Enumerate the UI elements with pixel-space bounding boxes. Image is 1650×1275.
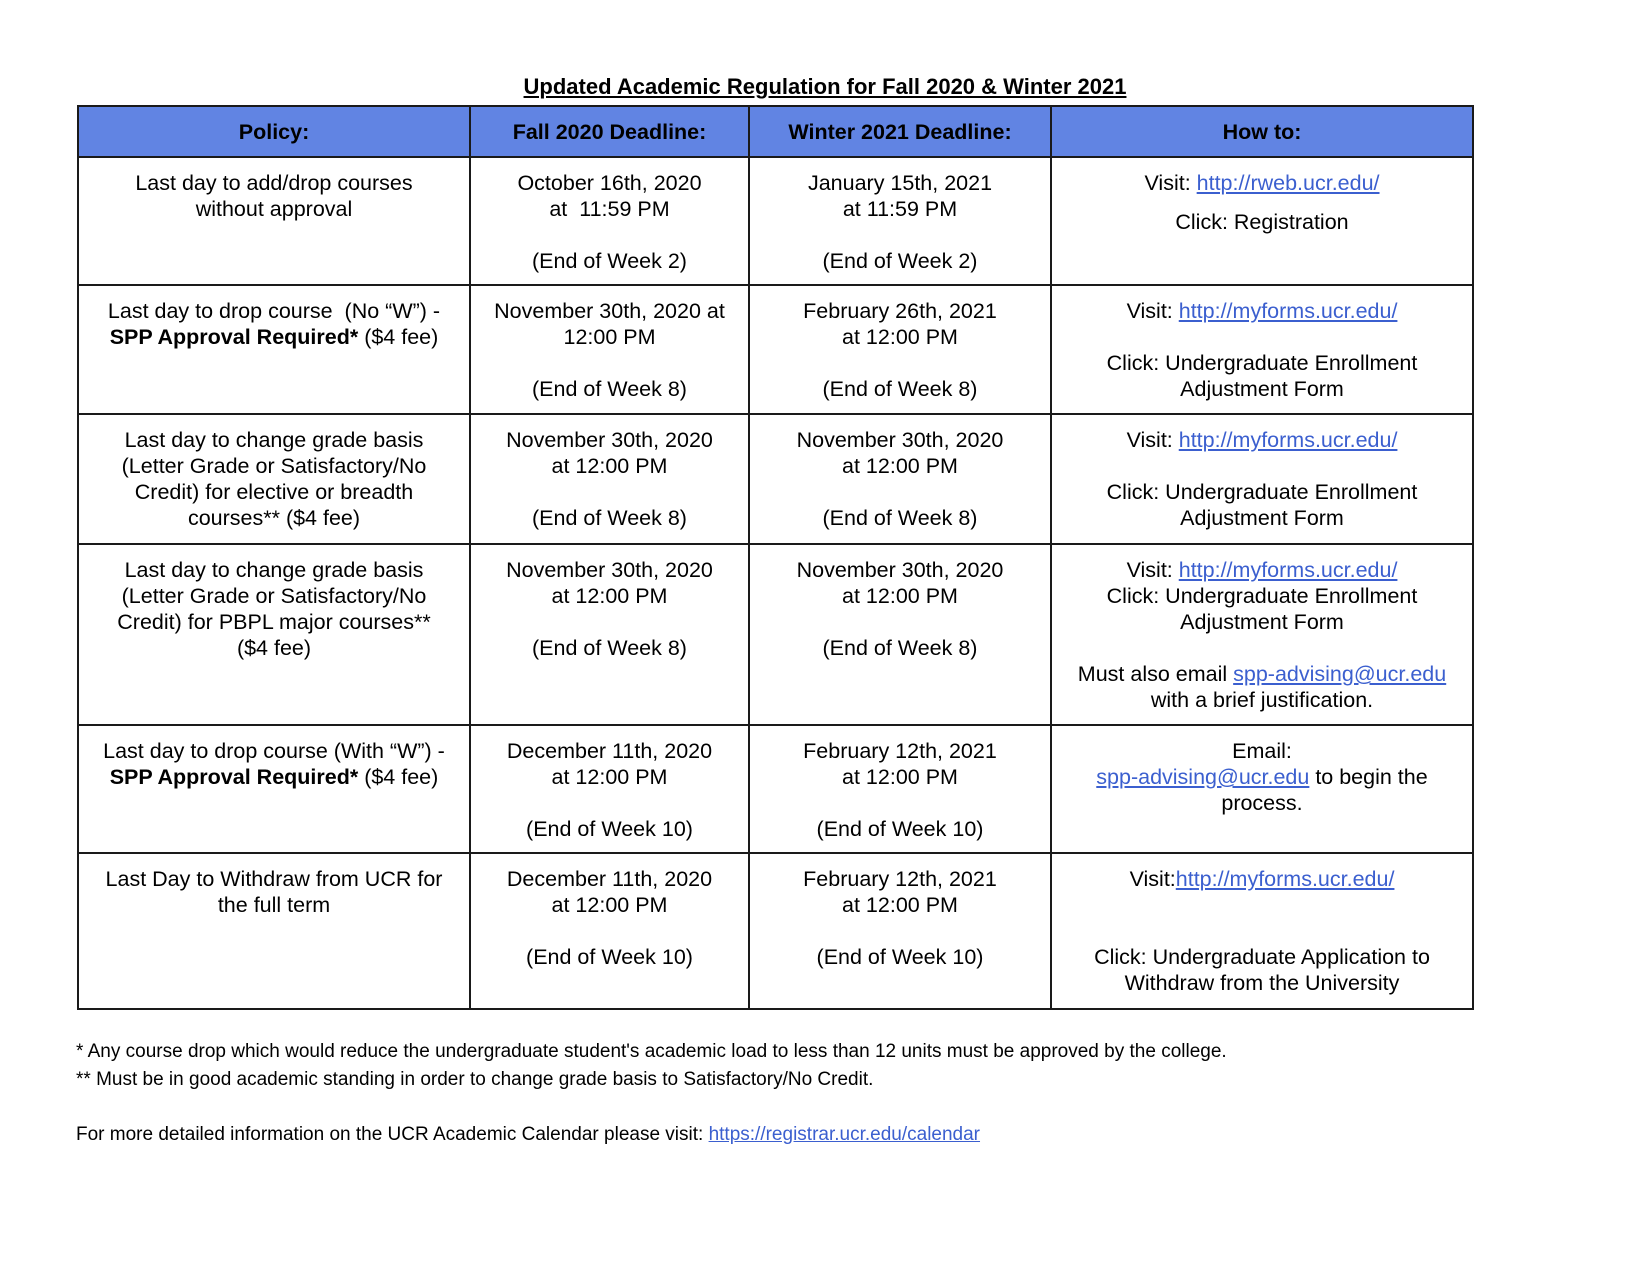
deadline-date: February 12th, 2021: [803, 867, 997, 891]
policy-cell: [78, 414, 470, 544]
deadline-week: (End of Week 10): [816, 945, 984, 969]
deadline-week: (End of Week 2): [822, 249, 978, 273]
fee-text: ($4 fee): [358, 765, 439, 789]
winter-deadline-cell: [749, 157, 1051, 285]
fee-text: ($4 fee): [358, 325, 439, 349]
deadline-time: at 12:00 PM: [842, 325, 958, 349]
table-row: [78, 285, 1473, 414]
click-instruction: Click: Undergraduate Enrollment: [1106, 480, 1418, 504]
winter-deadline-cell: [749, 544, 1051, 725]
myforms-link[interactable]: http://myforms.ucr.edu/: [1175, 867, 1395, 891]
winter-deadline-cell: [749, 285, 1051, 414]
policy-text: without approval: [195, 197, 353, 221]
email-instruction: Must also email: [1077, 662, 1234, 686]
deadline-time: at 12:00 PM: [551, 893, 668, 917]
regulation-table: [77, 105, 1474, 1010]
email-label: Email:: [1232, 739, 1292, 763]
policy-text: the full term: [217, 893, 331, 917]
click-instruction: Click: Undergraduate Enrollment: [1106, 584, 1418, 608]
policy-cell: [78, 725, 470, 853]
deadline-week: (End of Week 8): [532, 377, 687, 401]
header-how-to: How to:: [1051, 106, 1473, 157]
deadline-date: February 12th, 2021: [803, 739, 997, 763]
policy-cell: [78, 157, 470, 285]
deadline-week: (End of Week 8): [822, 377, 978, 401]
table-row: [78, 157, 1473, 285]
winter-deadline-cell: [749, 853, 1051, 1009]
deadline-week: (End of Week 8): [532, 636, 687, 660]
how-to-cell: [1051, 285, 1473, 414]
deadline-time: at 12:00 PM: [842, 454, 958, 478]
deadline-time: at 12:00 PM: [551, 765, 668, 789]
table-row: [78, 544, 1473, 725]
policy-text: Last day to drop course (With “W”) -: [103, 739, 445, 763]
fall-deadline-cell: [470, 414, 749, 544]
visit-label: Visit:: [1126, 299, 1179, 323]
table-row: [78, 414, 1473, 544]
more-info-text: For more detailed information on the UCR Academic Calendar please visit:: [76, 1124, 709, 1145]
policy-text: (Letter Grade or Satisfactory/No: [121, 584, 427, 608]
myforms-link[interactable]: http://myforms.ucr.edu/: [1178, 428, 1398, 452]
registrar-calendar-link[interactable]: https://registrar.ucr.edu/calendar: [708, 1124, 981, 1145]
deadline-date: November 30th, 2020: [796, 428, 1004, 452]
deadline-time: at 12:00 PM: [842, 893, 958, 917]
click-instruction: Adjustment Form: [1180, 506, 1344, 530]
footnotes: [76, 1038, 1227, 1094]
deadline-week: (End of Week 8): [532, 506, 687, 530]
deadline-time: at 12:00 PM: [842, 584, 958, 608]
header-policy: Policy:: [78, 106, 470, 157]
deadline-date: November 30th, 2020: [506, 428, 713, 452]
rweb-link[interactable]: http://rweb.ucr.edu/: [1196, 171, 1380, 195]
visit-label: Visit:: [1129, 867, 1176, 891]
deadline-date: November 30th, 2020 at: [494, 299, 725, 323]
policy-text: Last Day to Withdraw from UCR for: [105, 867, 443, 891]
deadline-date: December 11th, 2020: [506, 867, 713, 891]
click-instruction: Click: Registration: [1175, 210, 1349, 234]
how-to-cell: [1051, 853, 1473, 1009]
visit-label: Visit:: [1144, 171, 1197, 195]
fall-deadline-cell: [470, 285, 749, 414]
policy-text: Credit) for PBPL major courses**: [117, 610, 431, 634]
approval-required-text: SPP Approval Required*: [109, 325, 359, 349]
deadline-date: November 30th, 2020: [796, 558, 1004, 582]
policy-cell: [78, 285, 470, 414]
deadline-time: at 11:59 PM: [549, 197, 670, 221]
how-to-cell: [1051, 414, 1473, 544]
policy-text: Credit) for elective or breadth: [134, 480, 414, 504]
winter-deadline-cell: [749, 725, 1051, 853]
deadline-time: 12:00 PM: [563, 325, 656, 349]
click-instruction: Adjustment Form: [1180, 610, 1344, 634]
visit-label: Visit:: [1126, 558, 1179, 582]
policy-text: Last day to change grade basis: [124, 558, 424, 582]
approval-required-text: SPP Approval Required*: [109, 765, 359, 789]
winter-deadline-cell: [749, 414, 1051, 544]
email-instruction: to begin the: [1309, 765, 1428, 789]
deadline-date: November 30th, 2020: [506, 558, 713, 582]
how-to-cell: [1051, 157, 1473, 285]
header-winter-deadline: Winter 2021 Deadline:: [749, 106, 1051, 157]
deadline-date: December 11th, 2020: [506, 739, 713, 763]
footnote-single-asterisk: * Any course drop which would reduce the undergraduate student's academic load to less than 12 units must be approved by the college.: [76, 1041, 1227, 1062]
policy-text: Last day to add/drop courses: [135, 171, 413, 195]
footnote-double-asterisk: ** Must be in good academic standing in order to change grade basis to Satisfactory/No Credit.: [76, 1069, 874, 1090]
spp-advising-email-link[interactable]: spp-advising@ucr.edu: [1233, 662, 1447, 686]
title-text: Updated Academic Regulation for Fall 2020 & Winter 2021: [523, 74, 1127, 99]
fall-deadline-cell: [470, 853, 749, 1009]
policy-cell: [78, 544, 470, 725]
click-instruction: Withdraw from the University: [1124, 971, 1400, 995]
click-instruction: Adjustment Form: [1180, 377, 1344, 401]
more-info: [76, 1124, 980, 1146]
click-instruction: Click: Undergraduate Enrollment: [1106, 351, 1418, 375]
how-to-cell: [1051, 544, 1473, 725]
fall-deadline-cell: [470, 544, 749, 725]
policy-text: (Letter Grade or Satisfactory/No: [121, 454, 427, 478]
policy-text: courses** ($4 fee): [187, 506, 361, 530]
deadline-week: (End of Week 8): [822, 506, 978, 530]
fall-deadline-cell: [470, 725, 749, 853]
email-instruction: with a brief justification.: [1150, 688, 1374, 712]
fall-deadline-cell: [470, 157, 749, 285]
policy-text: Last day to drop course (No “W”) -: [107, 299, 441, 323]
table-row: [78, 853, 1473, 1009]
deadline-week: (End of Week 8): [822, 636, 978, 660]
spp-advising-email-link[interactable]: spp-advising@ucr.edu: [1096, 765, 1310, 789]
deadline-date: January 15th, 2021: [807, 171, 993, 195]
deadline-time: at 11:59 PM: [842, 197, 958, 221]
policy-text: ($4 fee): [236, 636, 312, 660]
deadline-date: February 26th, 2021: [803, 299, 997, 323]
policy-cell: [78, 853, 470, 1009]
document-title: [0, 74, 1650, 100]
email-instruction: process.: [1221, 791, 1303, 815]
deadline-date: October 16th, 2020: [517, 171, 702, 195]
table-row: [78, 725, 1473, 853]
deadline-week: (End of Week 2): [532, 249, 687, 273]
myforms-link[interactable]: http://myforms.ucr.edu/: [1178, 558, 1398, 582]
click-instruction: Click: Undergraduate Application to: [1094, 945, 1430, 969]
how-to-cell: [1051, 725, 1473, 853]
deadline-time: at 12:00 PM: [842, 765, 958, 789]
visit-label: Visit:: [1126, 428, 1179, 452]
header-fall-deadline: Fall 2020 Deadline:: [470, 106, 749, 157]
deadline-week: (End of Week 10): [526, 817, 693, 841]
table-header-row: [78, 106, 1473, 157]
policy-text: Last day to change grade basis: [124, 428, 424, 452]
deadline-time: at 12:00 PM: [551, 454, 668, 478]
deadline-time: at 12:00 PM: [551, 584, 668, 608]
myforms-link[interactable]: http://myforms.ucr.edu/: [1178, 299, 1398, 323]
deadline-week: (End of Week 10): [526, 945, 693, 969]
deadline-week: (End of Week 10): [816, 817, 984, 841]
